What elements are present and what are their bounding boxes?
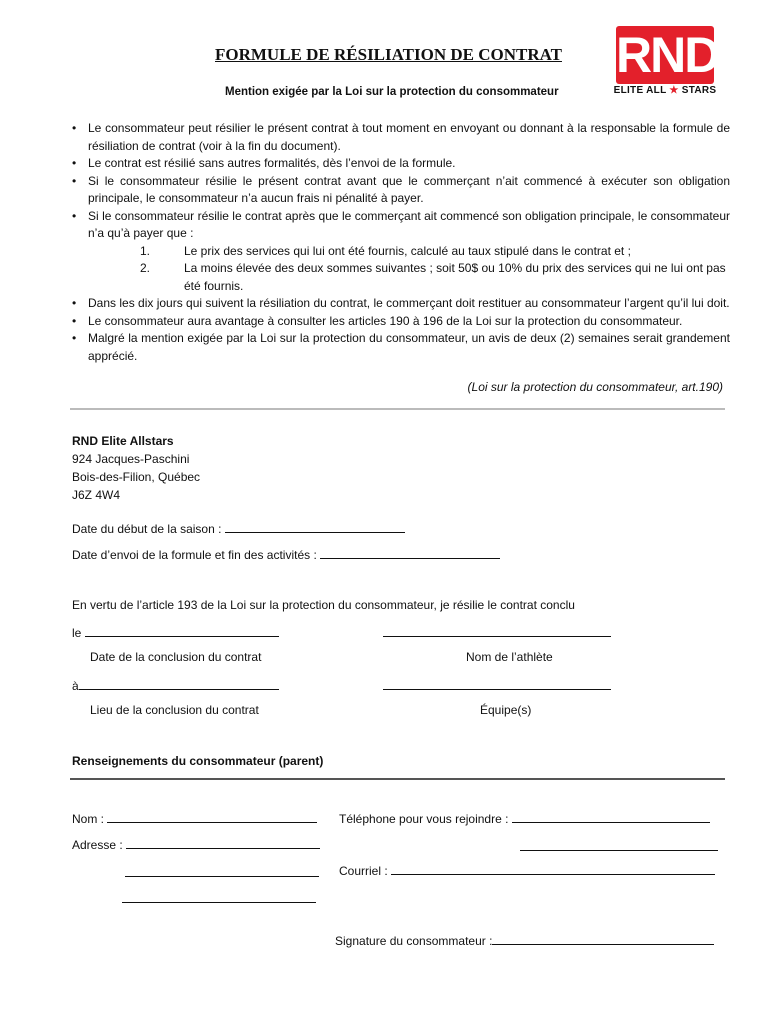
contract-date-row — [72, 624, 279, 640]
list-item: • Dans les dix jours qui suivent la résiliation du contrat, le commerçant doit restituer au consommateur l’argent qu’il lui doit. — [70, 295, 730, 313]
contract-date-field[interactable] — [85, 624, 279, 637]
bullet-icon: • — [72, 313, 77, 328]
consumer-section-divider — [70, 778, 725, 780]
equipe-label: Équipe(s) — [480, 703, 532, 717]
adresse-field-3[interactable] — [122, 890, 316, 903]
nom-row — [72, 810, 317, 826]
team-row — [383, 677, 611, 693]
company-postal: J6Z 4W4 — [72, 488, 121, 502]
star-icon: ★ — [669, 85, 679, 96]
adresse-field-1[interactable] — [126, 836, 320, 849]
logo-tagline-right: STARS — [681, 85, 717, 96]
adresse-row-3 — [122, 890, 316, 906]
send-date-row — [72, 546, 500, 562]
adresse-label: Adresse : — [72, 838, 127, 852]
bullet-icon: • — [72, 331, 77, 345]
season-start-row — [72, 520, 405, 536]
bullet-icon: • — [72, 121, 77, 135]
adresse-row — [72, 836, 320, 852]
bullet-icon: • — [72, 296, 77, 310]
telephone-field-2[interactable] — [520, 838, 718, 851]
logo-tagline — [612, 85, 718, 96]
courriel-label: Courriel : — [339, 864, 392, 878]
bullet-icon: • — [72, 173, 77, 188]
sub-item-number: 2. — [140, 261, 151, 275]
list-item: • Malgré la mention exigée par la Loi sur la protection du consommateur, un avis de deux (2) semaines serait grandement apprécié. — [72, 331, 730, 363]
courriel-field[interactable] — [391, 862, 715, 875]
season-start-field[interactable] — [225, 520, 405, 533]
telephone-row — [339, 810, 710, 826]
sub-list-item: 2. La moins élevée des deux sommes suivantes ; soit 50$ ou 10% du prix des services qui ne lui ont pas été fournis. — [140, 261, 726, 293]
telephone-field[interactable] — [512, 810, 710, 823]
team-field[interactable] — [383, 677, 611, 690]
company-name: RND Elite Allstars — [72, 434, 174, 448]
logo-tagline-left: ELITE ALL — [613, 85, 667, 96]
courriel-row — [339, 862, 715, 878]
conditions-list — [70, 120, 730, 365]
telephone-label: Téléphone pour vous rejoindre : — [339, 812, 512, 826]
send-date-field[interactable] — [320, 546, 500, 559]
telephone-row-2 — [520, 838, 718, 854]
athlete-label: Nom de l’athlète — [466, 650, 553, 664]
lieu-label: Lieu de la conclusion du contrat — [90, 703, 259, 717]
signature-field[interactable] — [492, 932, 714, 945]
law-citation: (Loi sur la protection du consommateur, art.190) — [467, 380, 723, 394]
company-city: Bois-des-Filion, Québec — [72, 470, 201, 484]
send-date-label: Date d’envoi de la formule et fin des activités : — [72, 548, 321, 562]
sub-item-number: 1. — [140, 243, 151, 258]
article-text: En vertu de l’article 193 de la Loi sur la protection du consommateur, je résilie le contrat conclu — [72, 598, 575, 612]
nom-field[interactable] — [107, 810, 317, 823]
nom-label: Nom : — [72, 812, 108, 826]
signature-row — [335, 932, 714, 948]
adresse-field-2[interactable] — [125, 864, 319, 877]
consumer-section-title: Renseignements du consommateur (parent) — [72, 754, 324, 768]
company-street: 924 Jacques-Paschini — [72, 452, 190, 466]
list-item: • Le consommateur peut résilier le présent contrat à tout moment en envoyant ou donnant à la responsable la formule de résiliation de contrat (voir à la fin du document). — [72, 121, 730, 153]
contract-place-field[interactable] — [79, 677, 279, 690]
bullet-icon: • — [72, 156, 77, 170]
date-conclusion-label: Date de la conclusion du contrat — [90, 650, 262, 664]
document-subtitle: Mention exigée par la Loi sur la protection du consommateur — [225, 86, 559, 98]
document-title: FORMULE DE RÉSILIATION DE CONTRAT — [215, 45, 562, 64]
list-item: • Si le consommateur résilie le contrat après que le commerçant ait commencé son obligation principale, le consommateur n’a qu’à payer que : 1. Le prix des services qui lui ont été fournis, calculé au taux stipulé dans le contrat et ; 2. La moins élevée des deux sommes suivantes ; soit 50$ ou 10% du prix des services qui ne lui ont pas été fournis. — [70, 208, 730, 296]
le-prefix: le — [72, 626, 85, 640]
sub-list-item: 1. Le prix des services qui lui ont été fournis, calculé au taux stipulé dans le contrat et ; — [88, 243, 730, 261]
season-start-label: Date du début de la saison : — [72, 522, 225, 536]
logo-text: RND — [616, 27, 719, 83]
a-prefix: à — [72, 679, 79, 693]
company-address — [72, 432, 200, 504]
athlete-row — [383, 624, 611, 640]
rnd-logo — [612, 26, 719, 98]
list-item: • Le contrat est résilié sans autres formalités, dès l’envoi de la formule. — [70, 155, 730, 173]
section-divider — [70, 408, 725, 410]
signature-label: Signature du consommateur : — [335, 934, 493, 948]
bullet-icon: • — [72, 208, 77, 223]
athlete-name-field[interactable] — [383, 624, 611, 637]
adresse-row-2 — [125, 864, 319, 880]
contract-place-row — [72, 677, 279, 693]
list-item: • Si le consommateur résilie le présent contrat avant que le commerçant n’ait commencé à exécuter son obligation principale, le consommateur n’a aucun frais ni pénalité à payer. — [72, 173, 730, 205]
payment-sublist — [88, 243, 730, 296]
list-item: • Le consommateur aura avantage à consulter les articles 190 à 196 de la Loi sur la protection du consommateur. — [70, 313, 730, 331]
